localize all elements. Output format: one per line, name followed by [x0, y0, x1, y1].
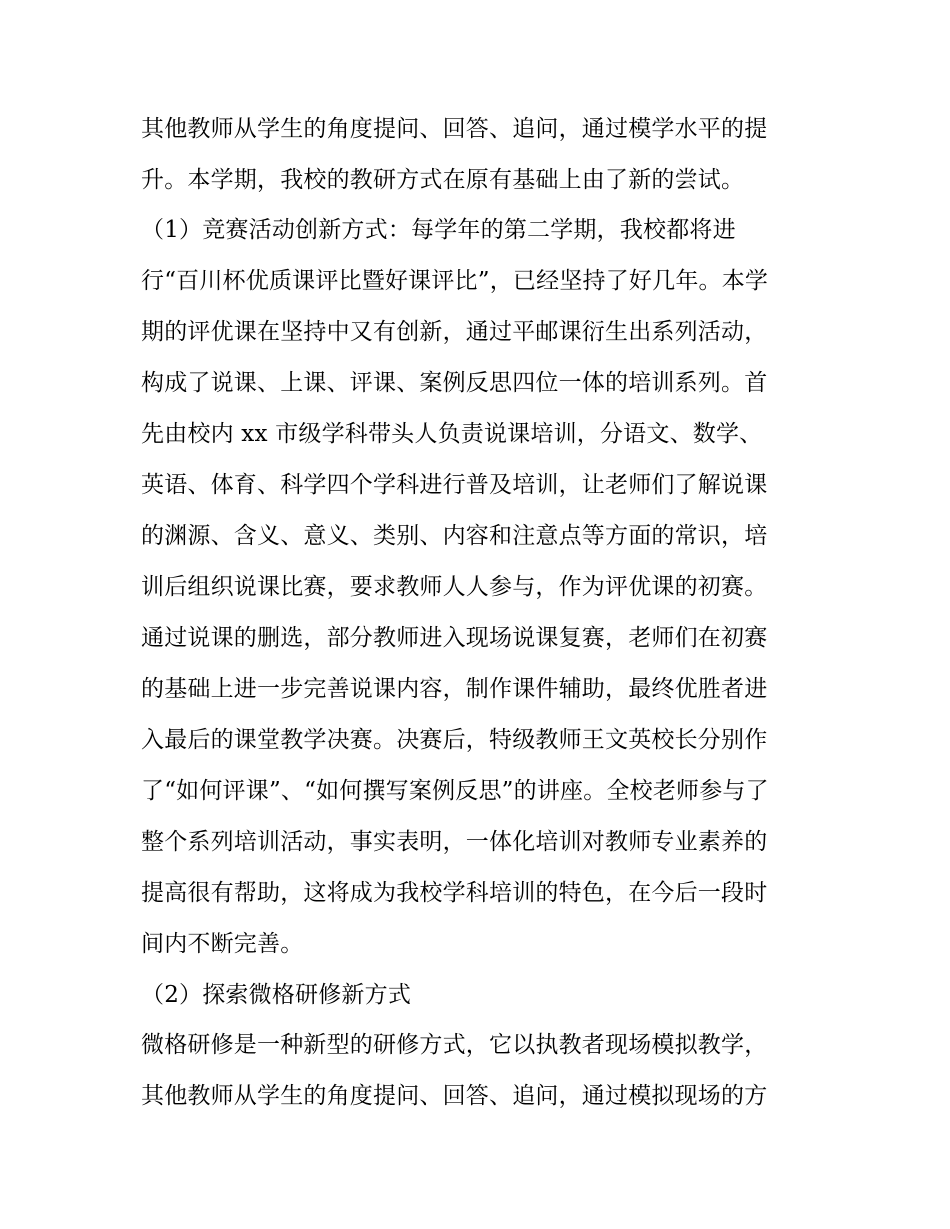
text-line: 通过说课的删选，部分教师进入现场说课复赛，老师们在初赛: [141, 625, 768, 651]
text-line: 行“百川杯优质课评比暨好课评比”，已经坚持了好几年。本学: [141, 268, 769, 294]
text-line: 入最后的课堂教学决赛。决赛后，特级教师王文英校长分别作: [141, 727, 768, 753]
text-line: 的基础上进一步完善说课内容，制作课件辅助，最终优胜者进: [141, 676, 768, 702]
text-line: 训后组织说课比赛，要求教师人人参与，作为评优课的初赛。: [141, 574, 768, 600]
text-line: 期的评优课在坚持中又有创新，通过平邮课衍生出系列活动，: [141, 319, 768, 345]
section-heading: （2）探索微格研修新方式: [141, 982, 412, 1008]
text-line: 间内不断完善。: [141, 931, 304, 957]
text-line: 的渊源、含义、意义、类别、内容和注意点等方面的常识，培: [141, 523, 768, 549]
text-line: 提高很有帮助，这将成为我校学科培训的特色，在今后一段时: [141, 880, 768, 906]
text-line: 整个系列培训活动，事实表明，一体化培训对教师专业素养的: [141, 829, 768, 855]
text-line: 英语、体育、科学四个学科进行普及培训，让老师们了解说课: [141, 472, 768, 498]
text-line: 了“如何评课”、“如何撰写案例反思”的讲座。全校老师参与了: [141, 778, 769, 804]
text-line: 微格研修是一种新型的研修方式，它以执教者现场模拟教学，: [141, 1032, 768, 1058]
text-line: 构成了说课、上课、评课、案例反思四位一体的培训系列。首: [141, 370, 768, 396]
text-line: 升。本学期，我校的教研方式在原有基础上由了新的尝试。: [141, 167, 745, 193]
text-line: 其他教师从学生的角度提问、回答、追问，通过模学水平的提: [141, 116, 768, 142]
text-line: 其他教师从学生的角度提问、回答、追问，通过模拟现场的方: [141, 1083, 768, 1109]
text-line: 先由校内 xx 市级学科带头人负责说课培训，分语文、数学、: [141, 421, 763, 447]
text-line: （1）竞赛活动创新方式：每学年的第二学期，我校都将进: [141, 217, 736, 243]
